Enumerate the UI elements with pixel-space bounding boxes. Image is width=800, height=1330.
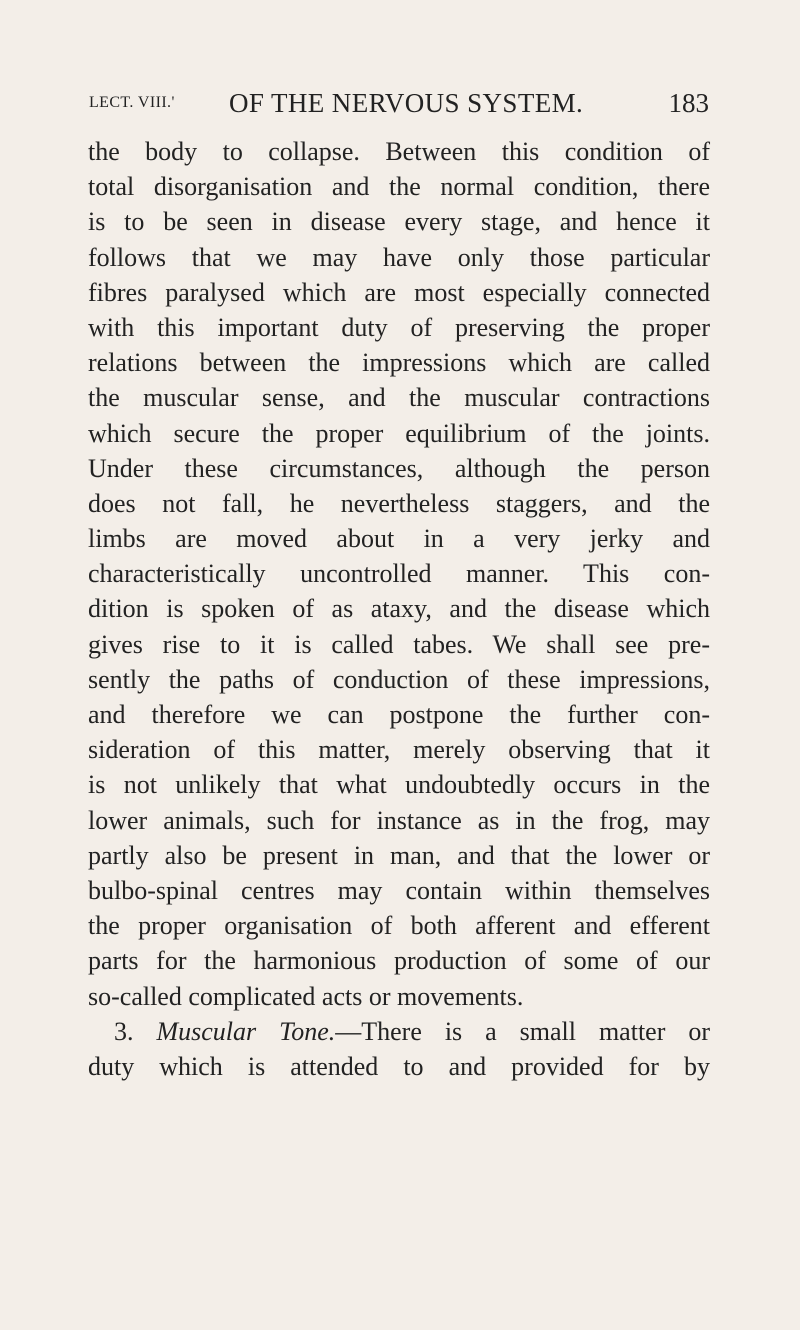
lecture-number: LECT. VIII.' [89,94,175,111]
text-line: so-called complicated acts or movements. [88,981,524,1011]
section-number: 3. [114,1016,134,1046]
section-line [88,1014,710,1049]
text-line: relations between the impressions which are called [88,348,710,378]
page-number: 183 [668,88,709,118]
text-line: follows that we may have only those particular [88,242,710,272]
text-line: characteristically uncontrolled manner. This con- [88,559,710,589]
chapter-title: OF THE NERVOUS SYSTEM. [229,88,584,118]
text-line: is to be seen in disease every stage, and hence it [88,207,710,237]
text-line: is not unlikely that what undoubtedly occurs in the [88,770,710,800]
section-heading: Muscular Tone. [156,1016,336,1046]
text-line: total disorganisation and the normal condition, there [88,172,710,202]
text-line: the body to collapse. Between this condition of [88,137,710,166]
text-line: dition is spoken of as ataxy, and the disease which [88,594,710,624]
text-line: lower animals, such for instance as in the frog, may [88,805,710,835]
text-line: partly also be present in man, and that the lower or [88,840,710,870]
text-line: the muscular sense, and the muscular contractions [88,383,710,413]
text-line: parts for the harmonious production of some of our [88,946,710,976]
running-head [89,88,709,122]
text-line: does not fall, he nevertheless staggers, and the [88,488,710,518]
text-line: with this important duty of preserving the proper [88,312,710,342]
text-line: gives rise to it is called tabes. We shall see pre- [88,629,710,659]
text-line: and therefore we can postpone the further con- [88,700,710,729]
section-text: —There is a small matter or [335,1016,710,1046]
text-line: duty which is attended to and provided for by [88,1051,710,1081]
text-line: sently the paths of conduction of these impressions, [88,664,710,694]
text-line: which secure the proper equilibrium of the joints. [88,418,710,448]
text-line: limbs are moved about in a very jerky and [88,524,710,554]
text-line: fibres paralysed which are most especially connected [88,277,710,307]
text-line: the proper organisation of both afferent and efferent [88,911,710,941]
text-line: bulbo-spinal centres may contain within themselves [88,875,710,905]
text-line: Under these circumstances, although the person [88,453,710,483]
text-line: sideration of this matter, merely observing that it [88,735,710,765]
body-text [88,134,710,1084]
